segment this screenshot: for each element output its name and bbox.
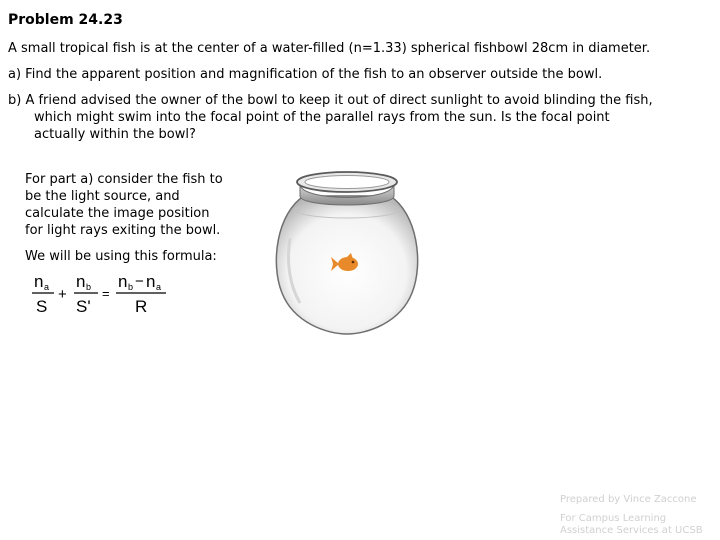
part-b-line-1: b) A friend advised the owner of the bowl to keep it out of direct sunlight to avoid blinding the fish, [8, 93, 653, 108]
hint-line-3: calculate the image position [25, 206, 210, 221]
fishbowl-illustration [272, 168, 422, 338]
hint-line-2: be the light source, and [25, 189, 180, 204]
formula-r: R [135, 297, 148, 316]
part-b-text [8, 92, 718, 143]
credit-prepared-by: Prepared by Vince Zaccone [560, 494, 697, 505]
formula-nb-sub: b [86, 282, 92, 292]
formula-nb-2: n [118, 272, 128, 291]
credit-line-2: Assistance Services at UCSB [560, 525, 703, 536]
problem-title: Problem 24.23 [8, 12, 123, 28]
bowl-opening [305, 176, 389, 189]
formula-nb-sub-2: b [128, 282, 134, 292]
formula-na: n [34, 272, 44, 291]
formula-s: S [36, 297, 48, 316]
problem-statement: A small tropical fish is at the center of a water-filled (n=1.33) spherical fishbowl 28cm in diameter. [8, 41, 651, 56]
part-b-line-2: which might swim into the focal point of the parallel rays from the sun. Is the focal point [34, 110, 610, 125]
hint-line-1: For part a) consider the fish to [25, 172, 223, 187]
hint-text [25, 171, 250, 239]
hint-line-4: for light rays exiting the bowl. [25, 223, 221, 238]
part-a-text: a) Find the apparent position and magnification of the fish to an observer outside the bowl. [8, 67, 603, 82]
formula-plus: + [58, 286, 67, 303]
formula-equals: = [102, 286, 110, 301]
formula-minus: − [135, 273, 144, 290]
formula-na-sub-2: a [156, 282, 162, 292]
formula-s-prime: S' [76, 297, 91, 316]
formula-na-2: n [146, 272, 156, 291]
formula-na-sub: a [44, 282, 50, 292]
refraction-formula [28, 269, 188, 319]
part-b-line-3: actually within the bowl? [34, 127, 196, 142]
formula-intro: We will be using this formula: [25, 249, 217, 264]
formula-nb: n [76, 272, 86, 291]
credit-line-1: For Campus Learning [560, 513, 667, 524]
